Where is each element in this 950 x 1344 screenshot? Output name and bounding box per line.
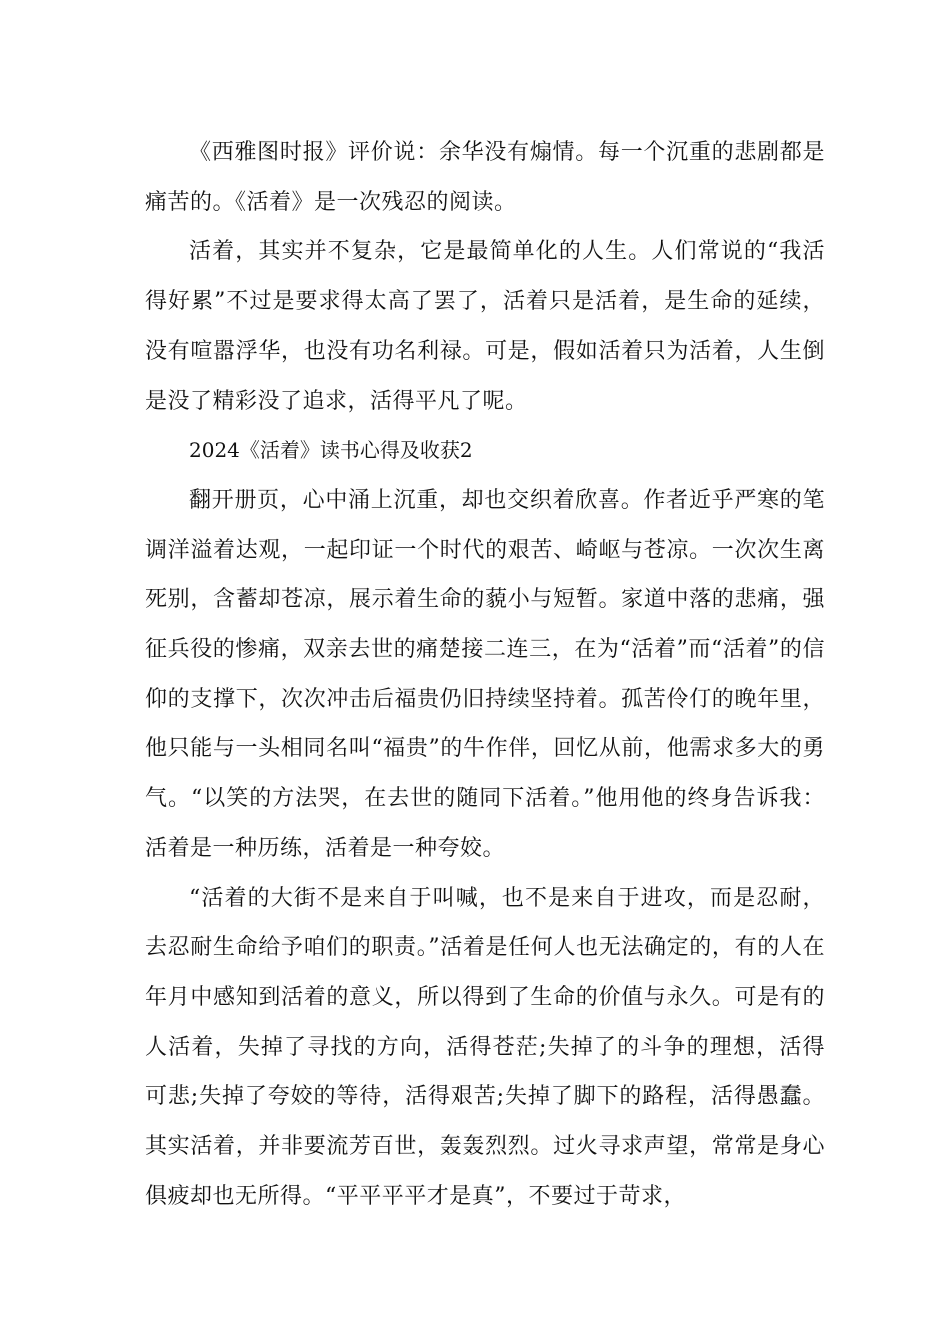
document-page (145, 128, 825, 1221)
section-heading: 2024《活着》读书心得及收获2 (189, 438, 473, 463)
paragraph-meaning-of-living: “活着的大街不是来自于叫喊，也不是来自于进攻，而是忍耐，去忍耐生命给予咱们的职责。”活着是任何人也无法确定的，有的人在年月中感知到活着的意义，所以得到了生命的价值与永久。可是有的人活着，失掉了寻找的方向，活得苍茫;失掉了的斗争的理想，活得可悲;失掉了夸姣的等待，活得艰苦;失掉了脚下的路程，活得愚蠢。其实活着，并非要流芳百世，轰轰烈烈。过火寻求声望，常常是身心俱疲却也无所得。“平平平平才是真”，不要过于苛求， (145, 885, 825, 1209)
paragraph-review-quote: 《西雅图时报》评价说：余华没有煽情。每一个沉重的悲剧都是痛苦的。《活着》是一次残忍的阅读。 (145, 140, 825, 215)
paragraph-reading-impression: 翻开册页，心中涌上沉重，却也交织着欣喜。作者近乎严寒的笔调洋溢着达观，一起印证一个时代的艰苦、崎岖与苍凉。一次次生离死别，含蓄却苍凉，展示着生命的藐小与短暂。家道中落的悲痛，强征兵役的惨痛，双亲去世的痛楚接二连三，在为“活着”而“活着”的信仰的支撑下，次次冲击后福贵仍旧持续坚持着。孤苦伶仃的晚年里，他只能与一头相同名叫“福贵”的牛作伴，回忆从前，他需求多大的勇气。“以笑的方法哭，在去世的随同下活着。”他用他的终身告诉我：活着是一种历练，活着是一种夸姣。 (145, 487, 825, 861)
paragraph-simple-life: 活着，其实并不复杂，它是最简单化的人生。人们常说的“我活得好累”不过是要求得太高了罢了，活着只是活着，是生命的延续，没有喧嚣浮华，也没有功名利禄。可是，假如活着只为活着，人生倒是没了精彩没了追求，活得平凡了呢。 (145, 239, 825, 414)
